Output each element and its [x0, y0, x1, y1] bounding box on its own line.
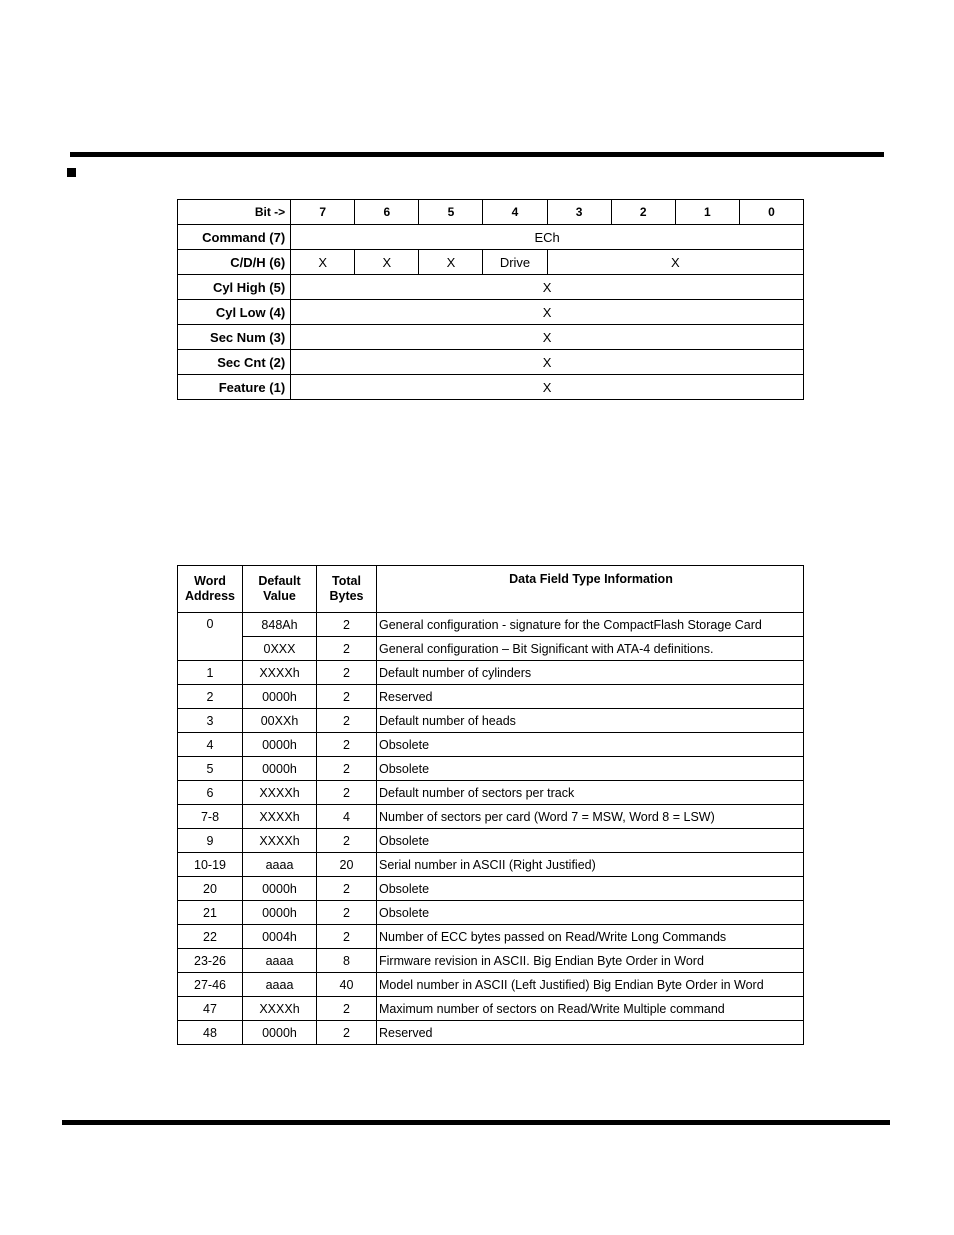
word-address-cell: 2: [178, 685, 243, 709]
total-bytes-cell: 2: [317, 661, 377, 685]
info-cell: Firmware revision in ASCII. Big Endian Byte Order in Word: [377, 949, 804, 973]
total-bytes-cell: 2: [317, 733, 377, 757]
table-row: [178, 877, 804, 901]
cyl-high-value: X: [291, 275, 804, 300]
table-row: [178, 613, 804, 637]
table-row: [178, 1021, 804, 1045]
bit-3: 3: [547, 200, 611, 225]
cdh-label: C/D/H (6): [178, 250, 291, 275]
bit-1: 1: [675, 200, 739, 225]
table-row: [178, 997, 804, 1021]
sec-cnt-value: X: [291, 350, 804, 375]
table-row: [178, 661, 804, 685]
total-bytes-cell: 2: [317, 829, 377, 853]
table-row: [178, 757, 804, 781]
table-row: [178, 829, 804, 853]
feature-value: X: [291, 375, 804, 400]
default-value-cell: aaaa: [243, 949, 317, 973]
word-address-cell: 3: [178, 709, 243, 733]
default-value-cell: XXXXh: [243, 829, 317, 853]
sec-cnt-row: [178, 350, 804, 375]
total-bytes-cell: 2: [317, 757, 377, 781]
word-address-cell: 9: [178, 829, 243, 853]
total-bytes-cell: 2: [317, 709, 377, 733]
total-bytes-cell: 2: [317, 637, 377, 661]
info-cell: Default number of sectors per track: [377, 781, 804, 805]
info-cell: Obsolete: [377, 901, 804, 925]
cdh-bit-7: X: [291, 250, 355, 275]
total-bytes-cell: 2: [317, 613, 377, 637]
cyl-low-label: Cyl Low (4): [178, 300, 291, 325]
info-cell: Obsolete: [377, 877, 804, 901]
info-cell: General configuration - signature for the CompactFlash Storage Card: [377, 613, 804, 637]
total-bytes-cell: 2: [317, 1021, 377, 1045]
bit-0: 0: [739, 200, 803, 225]
default-value-cell: 00XXh: [243, 709, 317, 733]
info-cell: Default number of heads: [377, 709, 804, 733]
command-value: ECh: [291, 225, 804, 250]
identify-table: [177, 565, 804, 1045]
word-address-header: Word Address: [178, 566, 243, 613]
default-value-cell: 0000h: [243, 901, 317, 925]
default-value-cell: XXXXh: [243, 781, 317, 805]
table-row: [178, 853, 804, 877]
default-value-cell: aaaa: [243, 973, 317, 997]
sec-num-value: X: [291, 325, 804, 350]
info-cell: Number of ECC bytes passed on Read/Write Long Commands: [377, 925, 804, 949]
table-row: [178, 901, 804, 925]
table-row: [178, 709, 804, 733]
default-value-cell: XXXXh: [243, 661, 317, 685]
default-value-cell: XXXXh: [243, 997, 317, 1021]
cdh-bit-5: X: [419, 250, 483, 275]
word-address-cell: 23-26: [178, 949, 243, 973]
info-cell: Number of sectors per card (Word 7 = MSW, Word 8 = LSW): [377, 805, 804, 829]
table-row: [178, 685, 804, 709]
info-cell: Reserved: [377, 1021, 804, 1045]
command-row: [178, 225, 804, 250]
word-address-cell: 48: [178, 1021, 243, 1045]
cyl-high-label: Cyl High (5): [178, 275, 291, 300]
table-row: [178, 949, 804, 973]
default-value-cell: 0000h: [243, 685, 317, 709]
default-value-cell: aaaa: [243, 853, 317, 877]
word-address-cell: 20: [178, 877, 243, 901]
word-address-cell: 1: [178, 661, 243, 685]
sec-num-label: Sec Num (3): [178, 325, 291, 350]
word-address-cell: 22: [178, 925, 243, 949]
bit-4: 4: [483, 200, 547, 225]
sec-cnt-label: Sec Cnt (2): [178, 350, 291, 375]
bottom-rule: [62, 1120, 890, 1125]
bullet-icon: [67, 168, 76, 177]
cdh-row: [178, 250, 804, 275]
total-bytes-cell: 40: [317, 973, 377, 997]
default-value-cell: 0XXX: [243, 637, 317, 661]
cdh-bit-6: X: [355, 250, 419, 275]
info-header: Data Field Type Information: [377, 566, 804, 613]
info-cell: Default number of cylinders: [377, 661, 804, 685]
default-value-cell: 0004h: [243, 925, 317, 949]
total-bytes-cell: 2: [317, 997, 377, 1021]
bit-label: Bit ->: [178, 200, 291, 225]
bit-5: 5: [419, 200, 483, 225]
table-row: [178, 733, 804, 757]
info-cell: Obsolete: [377, 757, 804, 781]
identify-header-row: [178, 566, 804, 613]
default-value-header: Default Value: [243, 566, 317, 613]
table-row: [178, 805, 804, 829]
table-row: [178, 781, 804, 805]
default-value-cell: XXXXh: [243, 805, 317, 829]
word-address-cell: 6: [178, 781, 243, 805]
info-cell: Serial number in ASCII (Right Justified): [377, 853, 804, 877]
top-rule: [70, 152, 884, 157]
feature-label: Feature (1): [178, 375, 291, 400]
info-cell: Obsolete: [377, 733, 804, 757]
default-value-cell: 848Ah: [243, 613, 317, 637]
info-cell: Maximum number of sectors on Read/Write Multiple command: [377, 997, 804, 1021]
total-bytes-cell: 2: [317, 685, 377, 709]
total-bytes-cell: 2: [317, 901, 377, 925]
command-label: Command (7): [178, 225, 291, 250]
total-bytes-cell: 4: [317, 805, 377, 829]
word-address-cell: 4: [178, 733, 243, 757]
default-value-cell: 0000h: [243, 757, 317, 781]
word-address-cell: 47: [178, 997, 243, 1021]
table-row: [178, 637, 804, 661]
total-bytes-cell: 2: [317, 781, 377, 805]
default-value-cell: 0000h: [243, 1021, 317, 1045]
default-value-cell: 0000h: [243, 733, 317, 757]
cyl-low-row: [178, 300, 804, 325]
info-cell: Obsolete: [377, 829, 804, 853]
bit-7: 7: [291, 200, 355, 225]
total-bytes-cell: 2: [317, 925, 377, 949]
word-address-cell: 5: [178, 757, 243, 781]
word-address-cell: 7-8: [178, 805, 243, 829]
table-row: [178, 973, 804, 997]
default-value-cell: 0000h: [243, 877, 317, 901]
table-row: [178, 925, 804, 949]
info-cell: Reserved: [377, 685, 804, 709]
info-cell: Model number in ASCII (Left Justified) Big Endian Byte Order in Word: [377, 973, 804, 997]
total-bytes-cell: 20: [317, 853, 377, 877]
word-address-cell: 0: [178, 613, 243, 661]
register-table: [177, 199, 804, 400]
word-address-cell: 27-46: [178, 973, 243, 997]
feature-row: [178, 375, 804, 400]
register-header-row: [178, 200, 804, 225]
bit-6: 6: [355, 200, 419, 225]
cyl-high-row: [178, 275, 804, 300]
cyl-low-value: X: [291, 300, 804, 325]
sec-num-row: [178, 325, 804, 350]
total-bytes-cell: 8: [317, 949, 377, 973]
word-address-cell: 21: [178, 901, 243, 925]
cdh-bits-3-0: X: [547, 250, 803, 275]
total-bytes-header: Total Bytes: [317, 566, 377, 613]
cdh-bit-4: Drive: [483, 250, 547, 275]
total-bytes-cell: 2: [317, 877, 377, 901]
bit-2: 2: [611, 200, 675, 225]
identify-table-body: [178, 613, 804, 1045]
word-address-cell: 10-19: [178, 853, 243, 877]
info-cell: General configuration – Bit Significant with ATA-4 definitions.: [377, 637, 804, 661]
